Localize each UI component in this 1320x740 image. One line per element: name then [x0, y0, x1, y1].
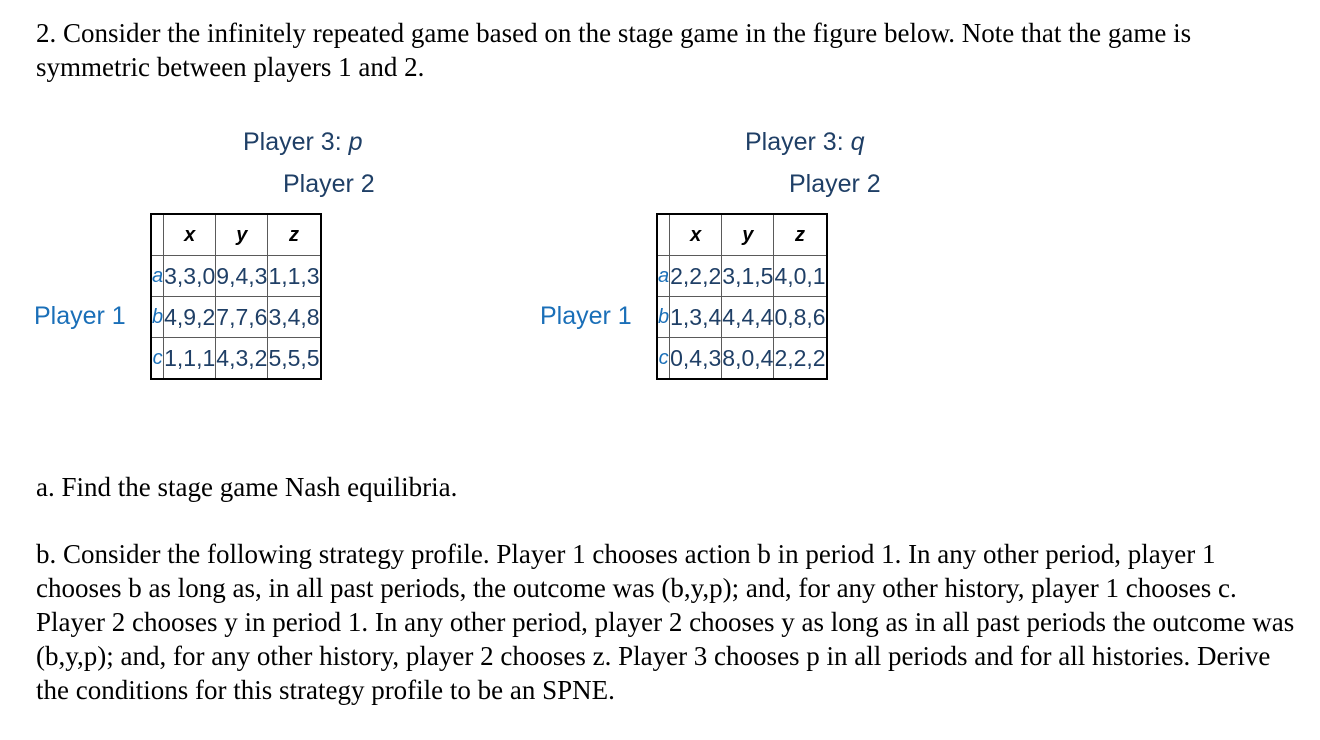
payoff-cell: 3,1,5	[722, 256, 774, 297]
table-row	[151, 338, 321, 380]
table-row	[657, 297, 827, 338]
payoff-cell: 7,7,6	[216, 297, 268, 338]
column-label: z	[774, 214, 827, 256]
row-label: b	[151, 297, 164, 338]
player3-label: Player 3: q	[745, 128, 865, 156]
payoff-cell: 1,1,3	[268, 256, 321, 297]
payoff-cell: 3,4,8	[268, 297, 321, 338]
payoff-table	[656, 213, 828, 380]
column-label: z	[268, 214, 321, 256]
part-b-text: b. Consider the following strategy profile. Player 1 chooses action b in period 1. In any other period, player 1 chooses b as long as, in all past periods, the outcome was (b,y,p); and, for any other history, player 1 chooses c. Player 2 chooses y in period 1. In any other period, player 2 chooses y as long as in all past periods the outcome was (b,y,p); and, for any other history, player 2 chooses z. Player 3 chooses p in all periods and for all histories. Derive the conditions for this strategy profile to be an SPNE.	[36, 539, 1295, 705]
payoff-cell: 1,1,1	[164, 338, 216, 380]
row-label: a	[657, 256, 670, 297]
player3-action: p	[348, 128, 363, 156]
part-a-text: a. Find the stage game Nash equilibria.	[36, 472, 458, 502]
column-header-row	[151, 214, 321, 256]
payoff-cell: 4,4,4	[722, 297, 774, 338]
payoff-cell: 4,9,2	[164, 297, 216, 338]
payoff-cell: 0,8,6	[774, 297, 827, 338]
player3-label: Player 3: p	[243, 128, 363, 156]
player1-label: Player 1	[540, 302, 632, 330]
player2-label: Player 2	[789, 170, 881, 198]
payoff-cell: 4,3,2	[216, 338, 268, 380]
payoff-cell: 2,2,2	[774, 338, 827, 380]
column-label: y	[216, 214, 268, 256]
payoff-table	[150, 213, 322, 380]
payoff-cell: 0,4,3	[670, 338, 722, 380]
payoff-cell: 1,3,4	[670, 297, 722, 338]
payoff-cell: 5,5,5	[268, 338, 321, 380]
payoff-cell: 8,0,4	[722, 338, 774, 380]
payoff-cell: 2,2,2	[670, 256, 722, 297]
player2-label: Player 2	[283, 170, 375, 198]
player1-label: Player 1	[34, 302, 126, 330]
table-row	[151, 297, 321, 338]
column-header-row	[657, 214, 827, 256]
row-label: a	[151, 256, 164, 297]
question-intro: 2. Consider the infinitely repeated game based on the stage game in the figure below. Note that the game is symmetric between players 1 and 2.	[36, 18, 1192, 82]
row-label: c	[657, 338, 670, 380]
column-label: x	[670, 214, 722, 256]
table-row	[657, 338, 827, 380]
row-label: b	[657, 297, 670, 338]
column-label: x	[164, 214, 216, 256]
payoff-cell: 3,3,0	[164, 256, 216, 297]
column-label: y	[722, 214, 774, 256]
payoff-cell: 9,4,3	[216, 256, 268, 297]
table-row	[657, 256, 827, 297]
payoff-cell: 4,0,1	[774, 256, 827, 297]
player3-action: q	[850, 128, 865, 156]
row-label: c	[151, 338, 164, 380]
table-row	[151, 256, 321, 297]
